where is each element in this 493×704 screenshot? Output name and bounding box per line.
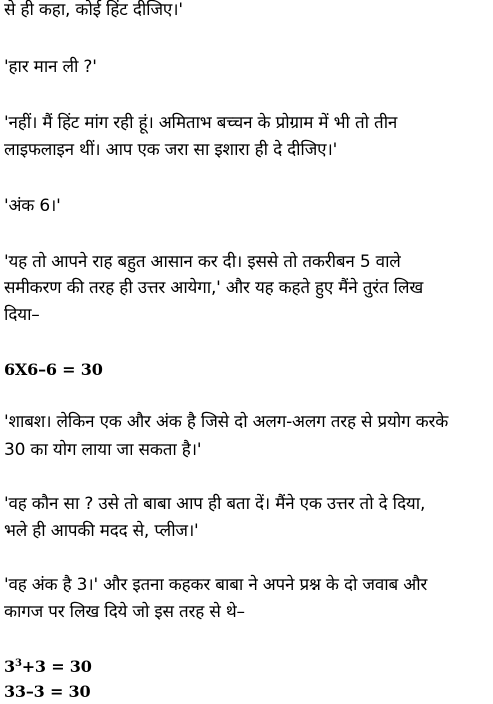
text-line-11: 'वह कौन सा ? उसे तो बाबा आप ही बता दें। मैंने एक उत्तर तो दे दिया, [4,494,426,514]
text-line-6: 'यह तो आपने राह बहुत आसान कर दी। इससे तो तकरीबन 5 वाले [4,252,401,272]
text-line-7: समीकरण की तरह ही उत्तर आयेगा,' और यह कहते हुए मैंने तुरंत लिख [4,278,424,298]
equation-line-power [4,655,92,679]
equation-line-subtraction: 33–3 = 30 [4,682,91,701]
text-line-5: 'अंक 6।' [4,196,61,216]
text-line-12: भले ही आपकी मदद से, प्लीज।' [4,521,199,541]
equation-line: 6X6–6 = 30 [4,360,103,379]
text-line-13: 'वह अंक है 3।' और इतना कहकर बाबा ने अपने प्रश्न के दो जवाब और [4,575,428,595]
text-line-14: कागज पर लिख दिये जो इस तरह से थे– [4,602,245,622]
equation-base: 3 [4,657,15,676]
text-line-1: से ही कहा, कोई हिंट दीजिए।' [4,0,183,20]
text-line-3: 'नहीं। मैं हिंट मांग रही हूं। अमिताभ बच्चन के प्रोग्राम में भी तो तीन [4,113,398,133]
equation-exponent: 3 [14,658,22,669]
equation-rest: +3 = 30 [21,657,92,676]
text-line-8: दिया– [4,305,40,325]
text-line-4: लाइफलाइन थीं। आप एक जरा सा इशारा ही दे दीजिए।' [4,140,338,160]
text-line-10: 30 का योग लाया जा सकता है।' [4,440,202,460]
text-line-9: 'शाबश। लेकिन एक और अंक है जिसे दो अलग-अलग तरह से प्रयोग करके [4,412,449,432]
text-line-2: 'हार मान ली ?' [4,57,97,77]
